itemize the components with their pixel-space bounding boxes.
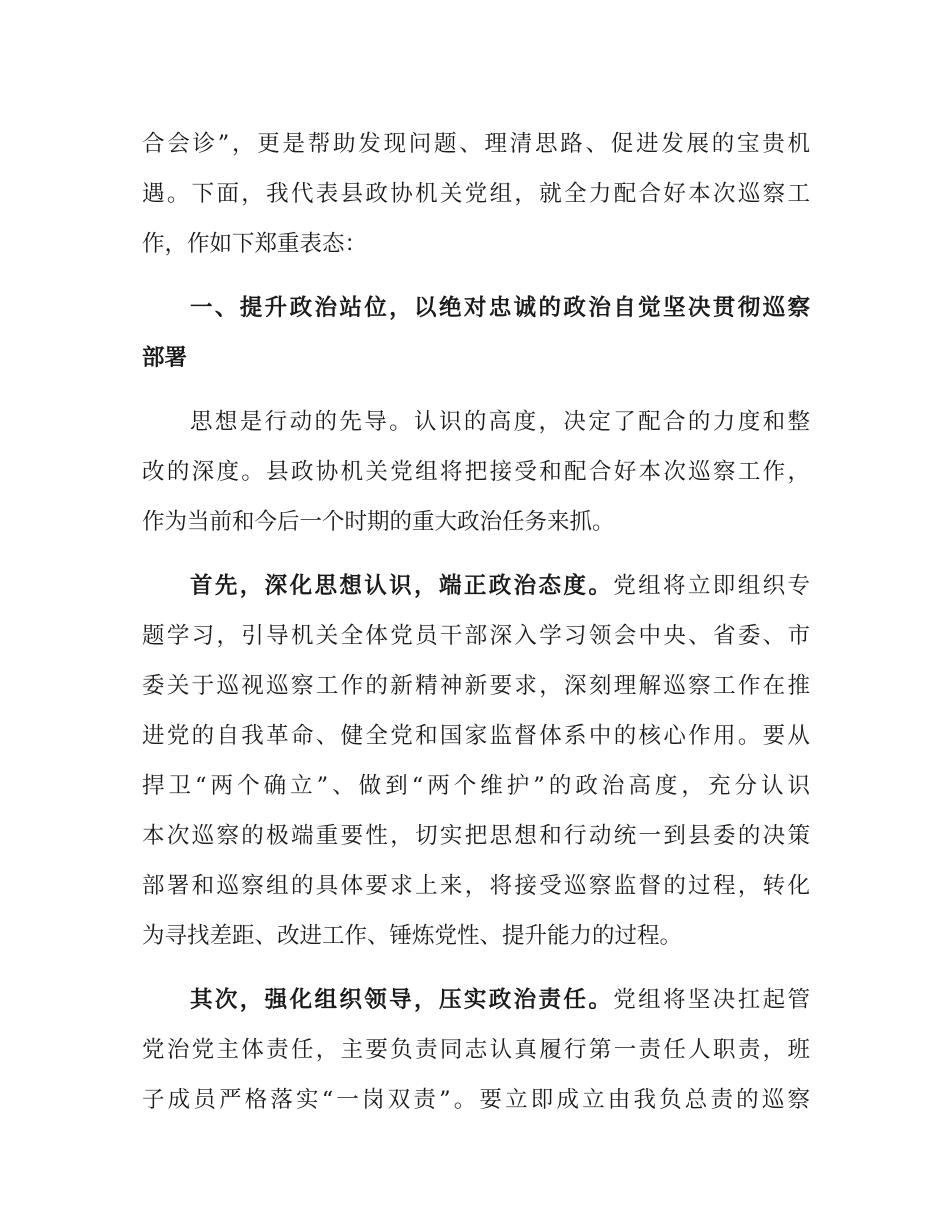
- intro-line-1: 合会诊”，更是帮助发现问题、理清思路、促进发展的宝贵机: [142, 131, 810, 157]
- para2-line-4: 进党的自我革命、健全党和国家监督体系中的核心作用。要从: [142, 723, 810, 749]
- para2-line-5: 捍卫“两个确立”、做到“两个维护”的政治高度，充分认识: [142, 773, 810, 799]
- para3-line-2: 党治党主体责任，主要负责同志认真履行第一责任人职责，班: [142, 1037, 810, 1063]
- para1-line-2: 改的深度。县政协机关党组将把接受和配合好本次巡察工作，: [142, 459, 810, 485]
- section-heading-line-2: 部署: [142, 345, 188, 371]
- section-heading-line-1: 一、提升政治站位，以绝对忠诚的政治自觉坚决贯彻巡察: [190, 295, 810, 321]
- para3-line-1: [190, 980, 810, 1020]
- para2-line-6: 本次巡察的极端重要性，切实把思想和行动统一到县委的决策: [142, 823, 810, 849]
- para2-first-line-rest: 党组将立即组织专: [613, 573, 810, 599]
- para2-line-7: 部署和巡察组的具体要求上来，将接受巡察监督的过程，转化: [142, 873, 810, 899]
- intro-line-2: 遇。下面，我代表县政协机关党组，就全力配合好本次巡察工: [142, 181, 810, 207]
- para3-lead-sentence: 其次，强化组织领导，压实政治责任。: [190, 987, 614, 1013]
- para2-lead-sentence: 首先，深化思想认识，端正政治态度。: [190, 573, 614, 599]
- para2-line-1: [190, 566, 810, 606]
- para3-first-line-rest: 党组将坚决扛起管: [613, 987, 810, 1013]
- para1-line-3: 作为当前和今后一个时期的重大政治任务来抓。: [142, 509, 615, 535]
- intro-line-3: 作，作如下郑重表态：: [142, 231, 368, 257]
- para2-line-2: 题学习，引导机关全体党员干部深入学习领会中央、省委、市: [142, 623, 810, 649]
- para2-line-8: 为寻找差距、改进工作、锤炼党性、提升能力的过程。: [142, 923, 683, 949]
- para1-line-1: 思想是行动的先导。认识的高度，决定了配合的力度和整: [190, 409, 810, 435]
- para3-line-3: 子成员严格落实“一岗双责”。要立即成立由我负总责的巡察: [142, 1087, 810, 1113]
- para2-line-3: 委关于巡视巡察工作的新精神新要求，深刻理解巡察工作在推: [142, 673, 810, 699]
